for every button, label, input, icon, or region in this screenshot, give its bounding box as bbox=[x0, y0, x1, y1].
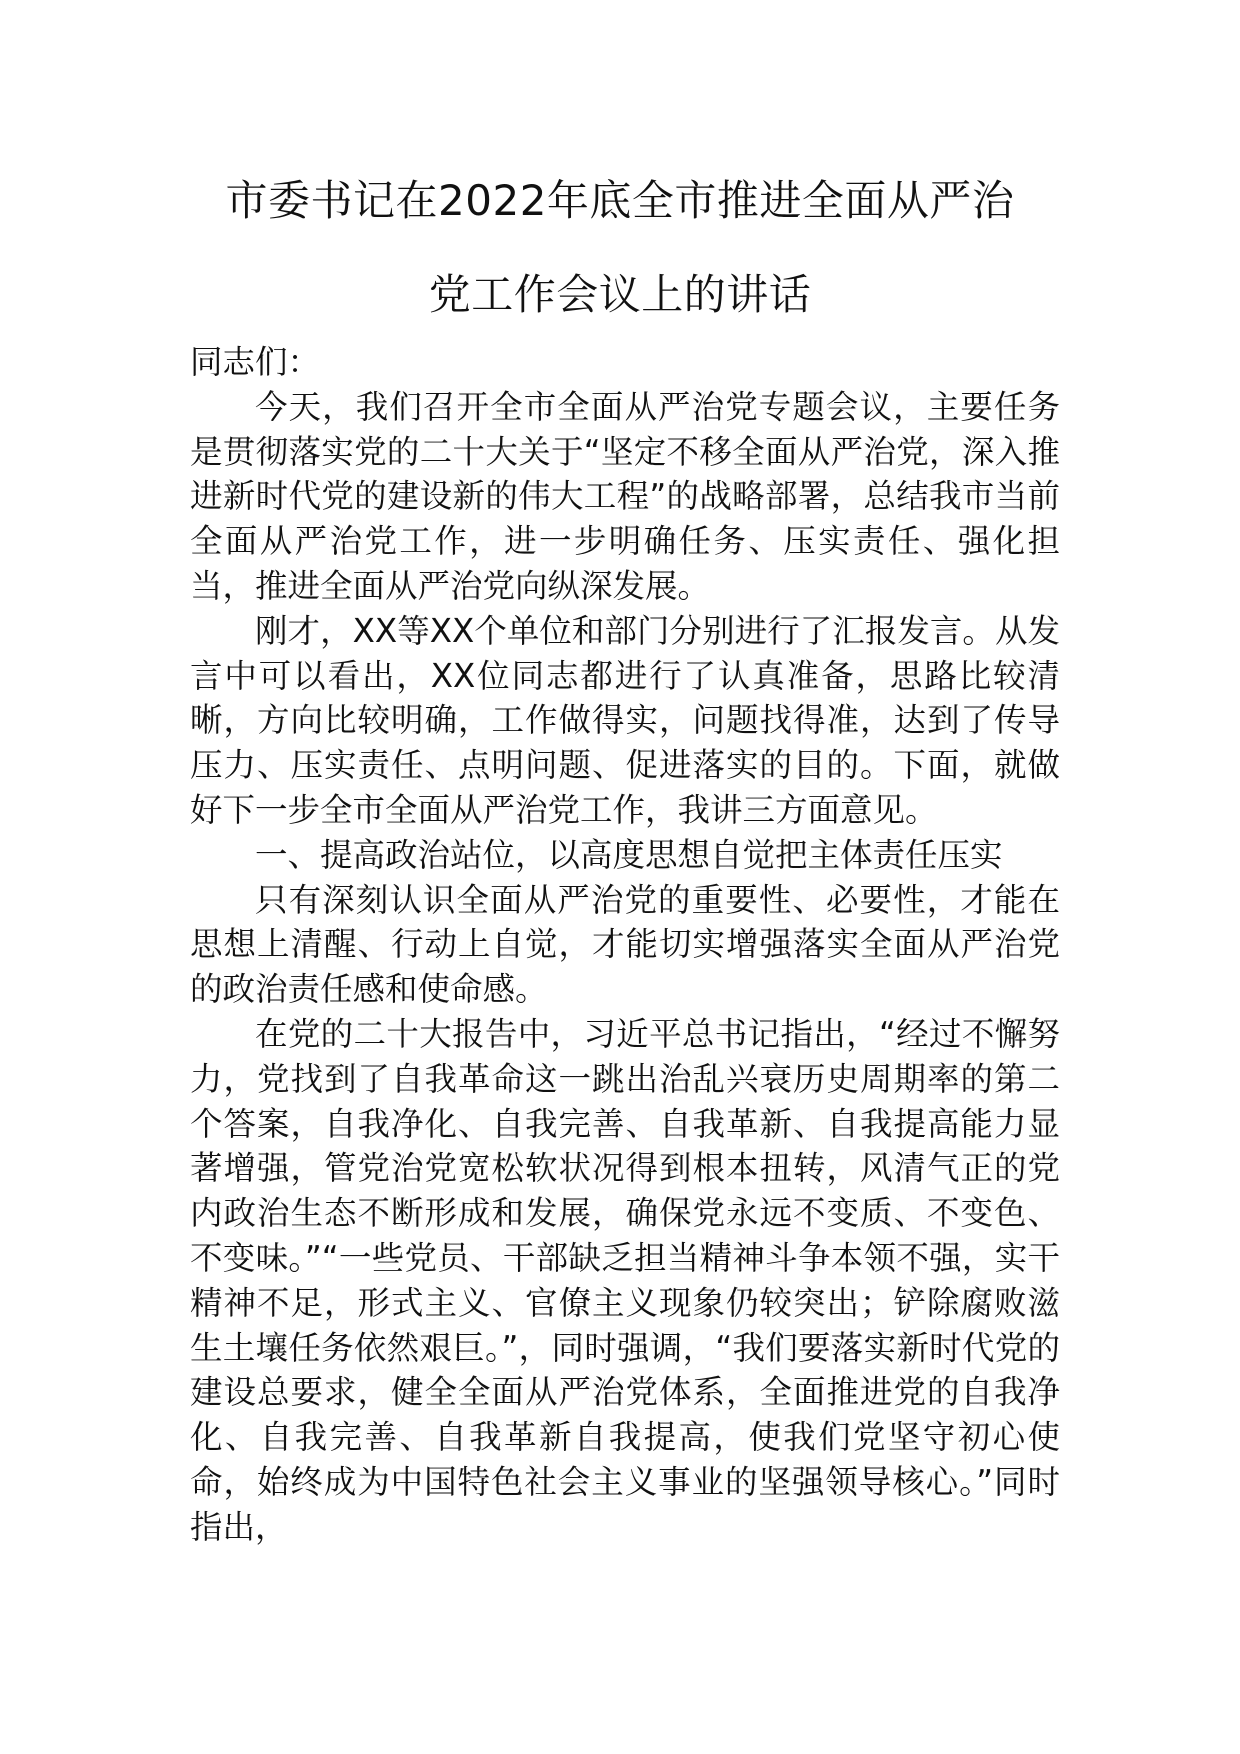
section-heading: 一、提高政治站位，以高度思想自觉把主体责任压实 bbox=[255, 835, 1003, 874]
document-title-line-1: 市委书记在2022年底全市推进全面从严治 bbox=[225, 176, 1015, 225]
document-title-line-2: 党工作会议上的讲话 bbox=[428, 270, 812, 319]
salutation: 同志们： bbox=[190, 343, 321, 381]
body-paragraph: 在党的二十大报告中，习近平总书记指出，“经过不懈努力，党找到了自我革命这一跳出治乱兴衰历史周期率的第二个答案，自我净化、自我完善、自我革新、自我提高能力显著增强，管党治党宽松软状况得到根本扭转，风清气正的党内政治生态不断形成和发展，确保党永远不变质、不变色、不变味。”“一些党员、干部缺乏担当精神斗争本领不强，实干精神不足，形式主义、官僚主义现象仍较突出；铲除腐败滋生土壤任务依然艰巨。”，同时强调，“我们要落实新时代党的建设总要求，健全全面从严治党体系，全面推进党的自我净化、自我完善、自我革新自我提高，使我们党坚守初心使命，始终成为中国特色社会主义事业的坚强领导核心。”同时指出， bbox=[190, 1014, 1060, 1546]
document-body bbox=[190, 340, 1060, 1550]
body-paragraph: 只有深刻认识全面从严治党的重要性、必要性，才能在思想上清醒、行动上自觉，才能切实增强落实全面从严治党的政治责任感和使命感。 bbox=[190, 880, 1060, 1009]
body-paragraph: 今天，我们召开全市全面从严治党专题会议，主要任务是贯彻落实党的二十大关于“坚定不移全面从严治党，深入推进新时代党的建设新的伟大工程”的战略部署，总结我市当前全面从严治党工作，进一步明确任务、压实责任、强化担当，推进全面从严治党向纵深发展。 bbox=[190, 387, 1060, 605]
body-paragraph: 刚才，XX等XX个单位和部门分别进行了汇报发言。从发言中可以看出，XX位同志都进行了认真准备，思路比较清晰，方向比较明确，工作做得实，问题找得准，达到了传导压力、压实责任、点明问题、促进落实的目的。下面，就做好下一步全市全面从严治党工作，我讲三方面意见。 bbox=[190, 611, 1060, 829]
